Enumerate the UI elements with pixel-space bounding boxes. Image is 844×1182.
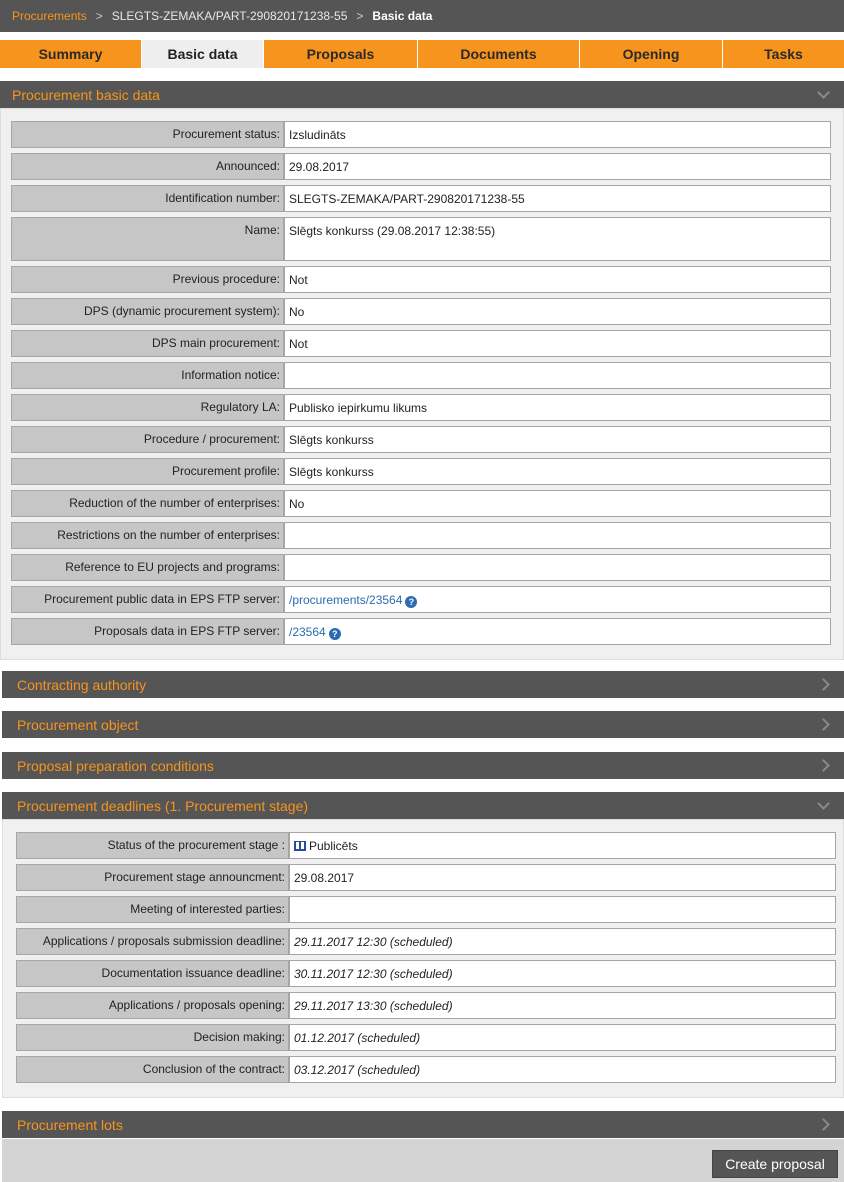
field-value: [284, 586, 831, 613]
field-procedure-procurement: [11, 426, 831, 453]
field-value: Not: [284, 266, 831, 293]
field-label: Announced:: [11, 153, 284, 180]
tab-bar: [0, 40, 844, 68]
chevron-right-icon: [817, 1118, 830, 1131]
deadline-conclusion-contract: [16, 1056, 836, 1083]
breadcrumb-procurement-id: SLEGTS-ZEMAKA/PART-290820171238-55: [111, 9, 348, 23]
field-reduction-enterprises: [11, 490, 831, 517]
field-value: Publisko iepirkumu likums: [284, 394, 831, 421]
field-information-notice: [11, 362, 831, 389]
field-label: Reference to EU projects and programs:: [11, 554, 284, 581]
field-value: No: [284, 490, 831, 517]
deadline-decision-making: [16, 1024, 836, 1051]
field-label: Procedure / procurement:: [11, 426, 284, 453]
field-label: Name:: [11, 217, 284, 261]
field-label: Restrictions on the number of enterprises:: [11, 522, 284, 549]
field-procurement-profile: [11, 458, 831, 485]
ftp-proposals-data-link[interactable]: /23564: [289, 625, 326, 639]
field-label: Information notice:: [11, 362, 284, 389]
field-proposals-data-ftp: [11, 618, 831, 645]
field-value: [284, 618, 831, 645]
field-eu-projects: [11, 554, 831, 581]
breadcrumb-current: Basic data: [372, 9, 433, 23]
help-icon[interactable]: ?: [329, 628, 341, 640]
field-value: Slēgts konkurss: [284, 426, 831, 453]
chevron-right-icon: [817, 718, 830, 731]
field-public-data-ftp: [11, 586, 831, 613]
stage-status-text: Publicēts: [309, 839, 358, 853]
breadcrumb: [0, 0, 844, 32]
chevron-right-icon: [817, 759, 830, 772]
chevron-down-icon: [817, 86, 830, 99]
field-value: Slēgts konkurss: [284, 458, 831, 485]
breadcrumb-separator: >: [95, 9, 103, 23]
field-value: [289, 832, 836, 859]
action-bar: [2, 1139, 844, 1182]
tab-summary[interactable]: Summary: [0, 40, 142, 68]
field-restrictions-enterprises: [11, 522, 831, 549]
field-label: Meeting of interested parties:: [16, 896, 289, 923]
tab-basic-data[interactable]: Basic data: [142, 40, 264, 68]
field-dps-main-procurement: [11, 330, 831, 357]
tab-proposals[interactable]: Proposals: [264, 40, 418, 68]
field-procurement-status: [11, 121, 831, 148]
field-label: Procurement status:: [11, 121, 284, 148]
deadlines-panel: [2, 819, 844, 1098]
deadline-opening: [16, 992, 836, 1019]
field-label: Procurement public data in EPS FTP server:: [11, 586, 284, 613]
tab-opening[interactable]: Opening: [580, 40, 723, 68]
field-label: Conclusion of the contract:: [16, 1056, 289, 1083]
section-contracting-authority[interactable]: [2, 671, 844, 698]
section-title: Procurement basic data: [12, 86, 160, 103]
section-title: Procurement deadlines (1. Procurement stage): [17, 797, 309, 814]
chevron-right-icon: [817, 678, 830, 691]
section-procurement-basic-data[interactable]: [0, 81, 844, 108]
field-dps: [11, 298, 831, 325]
tab-documents[interactable]: Documents: [418, 40, 580, 68]
chevron-down-icon: [817, 797, 830, 810]
section-title: Procurement lots: [17, 1116, 123, 1133]
field-label: Regulatory LA:: [11, 394, 284, 421]
field-value: 29.11.2017 13:30 (scheduled): [289, 992, 836, 1019]
field-label: Applications / proposals opening:: [16, 992, 289, 1019]
field-label: Procurement stage announcment:: [16, 864, 289, 891]
field-value: 30.11.2017 12:30 (scheduled): [289, 960, 836, 987]
field-regulatory-la: [11, 394, 831, 421]
create-proposal-button[interactable]: Create proposal: [712, 1150, 838, 1178]
ftp-public-data-link[interactable]: /procurements/23564: [289, 593, 403, 607]
field-label: Applications / proposals submission deadline:: [16, 928, 289, 955]
deadline-stage-status: [16, 832, 836, 859]
breadcrumb-separator: >: [356, 9, 364, 23]
field-label: Documentation issuance deadline:: [16, 960, 289, 987]
field-label: Status of the procurement stage :: [16, 832, 289, 859]
field-value: 01.12.2017 (scheduled): [289, 1024, 836, 1051]
field-label: Decision making:: [16, 1024, 289, 1051]
field-label: DPS (dynamic procurement system):: [11, 298, 284, 325]
field-label: Identification number:: [11, 185, 284, 212]
section-title: Proposal preparation conditions: [17, 757, 214, 774]
section-procurement-deadlines[interactable]: [2, 792, 844, 819]
field-announced: [11, 153, 831, 180]
deadline-stage-announcement: [16, 864, 836, 891]
field-label: Procurement profile:: [11, 458, 284, 485]
field-label: Reduction of the number of enterprises:: [11, 490, 284, 517]
field-value: Slēgts konkurss (29.08.2017 12:38:55): [284, 217, 831, 261]
basic-data-panel: [0, 108, 844, 660]
field-value: 29.08.2017: [289, 864, 836, 891]
section-procurement-object[interactable]: [2, 711, 844, 738]
field-value: [284, 522, 831, 549]
field-value: Not: [284, 330, 831, 357]
deadline-submission: [16, 928, 836, 955]
section-title: Contracting authority: [17, 676, 147, 693]
field-value: Izsludināts: [284, 121, 831, 148]
breadcrumb-procurements-link[interactable]: Procurements: [12, 9, 87, 23]
section-proposal-preparation-conditions[interactable]: [2, 752, 844, 779]
field-value: 29.08.2017: [284, 153, 831, 180]
section-procurement-lots[interactable]: [2, 1111, 844, 1138]
field-value: 03.12.2017 (scheduled): [289, 1056, 836, 1083]
tab-tasks[interactable]: Tasks: [723, 40, 844, 68]
deadline-meeting-interested-parties: [16, 896, 836, 923]
field-label: Proposals data in EPS FTP server:: [11, 618, 284, 645]
field-value: No: [284, 298, 831, 325]
field-label: Previous procedure:: [11, 266, 284, 293]
help-icon[interactable]: ?: [405, 596, 417, 608]
book-icon: [294, 841, 306, 851]
field-value: [289, 896, 836, 923]
field-value: [284, 362, 831, 389]
field-value: SLEGTS-ZEMAKA/PART-290820171238-55: [284, 185, 831, 212]
field-name: [11, 217, 831, 261]
field-label: DPS main procurement:: [11, 330, 284, 357]
field-previous-procedure: [11, 266, 831, 293]
field-value: [284, 554, 831, 581]
field-identification-number: [11, 185, 831, 212]
section-title: Procurement object: [17, 716, 139, 733]
deadline-documentation-issuance: [16, 960, 836, 987]
field-value: 29.11.2017 12:30 (scheduled): [289, 928, 836, 955]
